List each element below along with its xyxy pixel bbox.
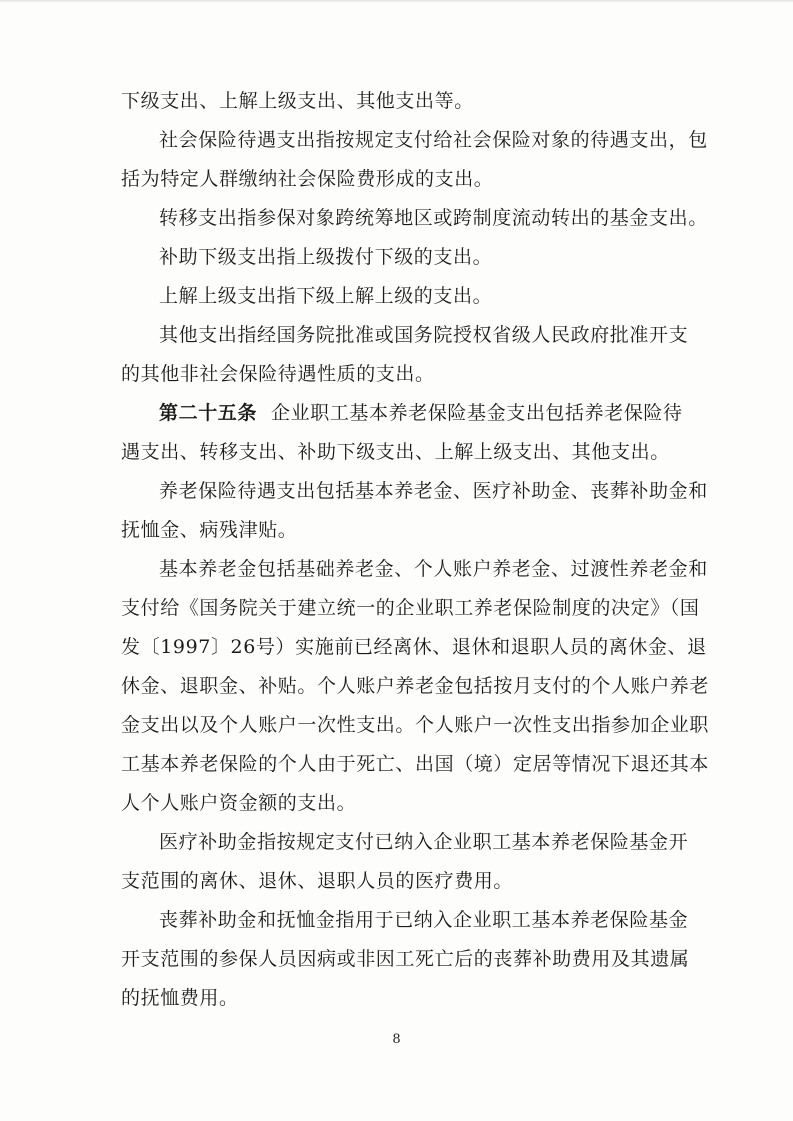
text-line: 开支范围的参保人员因病或非因工死亡后的丧葬补助费用及其遗属	[121, 948, 690, 970]
document-body	[121, 82, 710, 1018]
text-line: 支范围的离休、退休、退职人员的医疗费用。	[121, 870, 514, 892]
text-line: 丧葬补助金和抚恤金指用于已纳入企业职工基本养老保险基金	[159, 909, 689, 931]
text-line: 其他支出指经国务院批准或国务院授权省级人民政府批准开支	[159, 324, 689, 346]
text-line: 遇支出、转移支出、补助下级支出、上解上级支出、其他支出。	[121, 441, 670, 463]
text-line: 抚恤金、病残津贴。	[121, 519, 298, 541]
text-line: 养老保险待遇支出包括基本养老金、医疗补助金、丧葬补助金和	[159, 480, 708, 502]
text-line: 支付给《国务院关于建立统一的企业职工养老保险制度的决定》（国	[121, 597, 700, 619]
scan-top-edge	[0, 0, 793, 3]
text-line: 人个人账户资金额的支出。	[121, 792, 357, 814]
text-line: 医疗补助金指按规定支付已纳入企业职工基本养老保险基金开	[159, 831, 689, 853]
text-line: 金支出以及个人账户一次性支出。个人账户一次性支出指参加企业职	[121, 714, 710, 736]
text-line: 补助下级支出指上级拨付下级的支出。	[159, 246, 493, 268]
page-number: 8	[392, 1032, 401, 1047]
text-line: 的抚恤费用。	[121, 987, 239, 1009]
article-text: 企业职工基本养老保险基金支出包括养老保险待	[271, 402, 683, 424]
text-line: 上解上级支出指下级上解上级的支出。	[159, 285, 493, 307]
text-line: 的其他非社会保险待遇性质的支出。	[121, 363, 435, 385]
text-line: 社会保险待遇支出指按规定支付给社会保险对象的待遇支出，包	[159, 129, 708, 151]
text-line: 下级支出、上解上级支出、其他支出等。	[121, 90, 474, 112]
article-heading-line	[121, 394, 681, 433]
text-line: 基本养老金包括基础养老金、个人账户养老金、过渡性养老金和	[159, 558, 708, 580]
text-line: 括为特定人群缴纳社会保险费形成的支出。	[121, 168, 494, 190]
article-number: 第二十五条	[159, 402, 258, 424]
text-line: 发〔1997〕26号）实施前已经离休、退休和退职人员的离休金、退	[121, 636, 707, 658]
text-line: 休金、退职金、补贴。个人账户养老金包括按月支付的个人账户养老	[121, 675, 710, 697]
text-line: 工基本养老保险的个人由于死亡、出国（境）定居等情况下退还其本	[121, 753, 710, 775]
text-line: 转移支出指参保对象跨统筹地区或跨制度流动转出的基金支出。	[159, 207, 708, 229]
